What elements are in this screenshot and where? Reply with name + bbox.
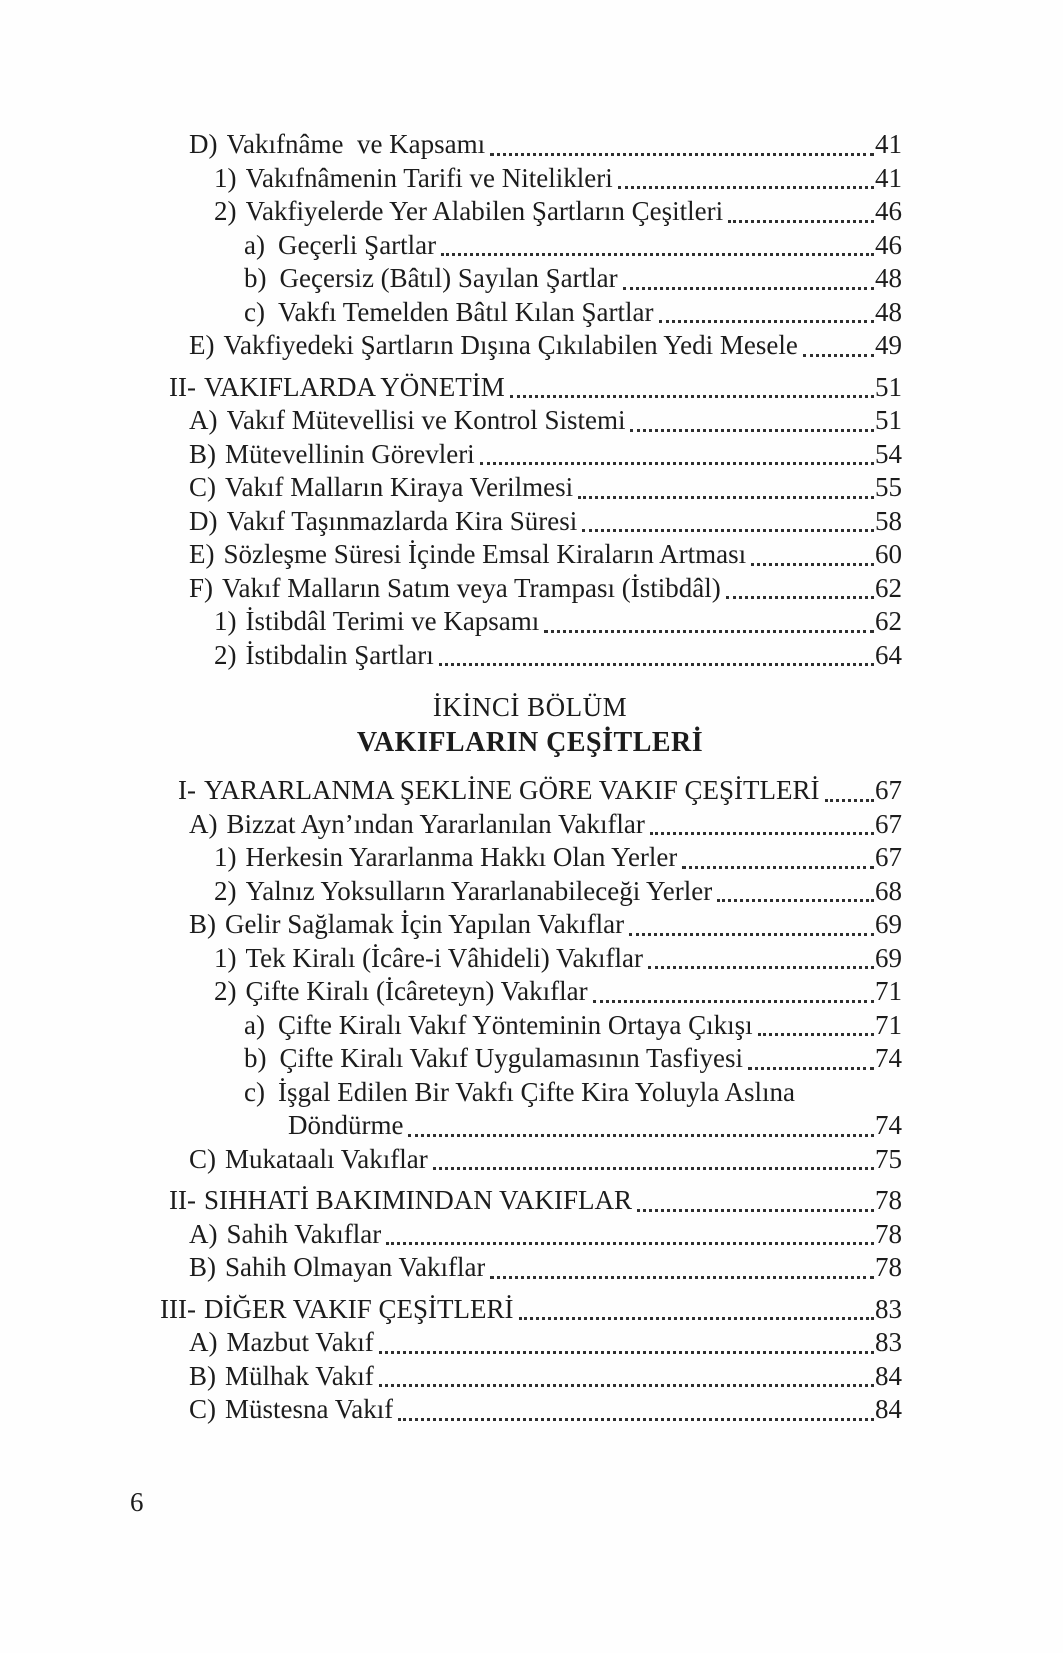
toc-entry-marker: A) xyxy=(189,1327,218,1357)
dot-leader xyxy=(490,1276,874,1279)
toc-entry-marker: A) xyxy=(189,808,218,839)
toc-entry-label: Vakıf Malların Satım veya Trampası (İstibdâl) xyxy=(222,572,721,603)
toc-entry-marker: D) xyxy=(189,505,218,536)
toc-entry-page: 67 xyxy=(875,775,902,805)
toc-entry-page: 69 xyxy=(875,942,902,973)
toc-entry-marker: c) xyxy=(244,296,265,327)
toc-entry-page: 60 xyxy=(875,539,902,569)
toc-entry-label: Sahih Vakıflar xyxy=(226,1218,382,1249)
toc-entry-label: Mukataalı Vakıflar xyxy=(225,1143,428,1174)
toc-entry xyxy=(158,329,902,363)
dot-leader xyxy=(803,354,874,357)
dot-leader xyxy=(379,1351,874,1354)
toc-entry-marker: 1) xyxy=(214,942,237,973)
dot-leader xyxy=(648,966,874,969)
toc-entry-page: 67 xyxy=(875,808,902,839)
dot-leader xyxy=(728,220,874,223)
toc-entry xyxy=(158,875,902,909)
dot-leader xyxy=(544,630,874,633)
toc-entry-page: 51 xyxy=(875,371,902,402)
toc-entry-marker: 2) xyxy=(214,196,237,226)
toc-entry-marker: c) xyxy=(244,1076,265,1107)
toc-entry-marker: b) xyxy=(244,1043,267,1073)
dot-leader xyxy=(480,462,874,465)
toc-entry-marker: 1) xyxy=(214,606,237,636)
toc-entry xyxy=(158,774,902,808)
toc-entry xyxy=(158,1293,902,1327)
dot-leader xyxy=(408,1134,874,1137)
toc-entry xyxy=(158,572,902,606)
toc-entry-page: 78 xyxy=(875,1252,902,1282)
dot-leader xyxy=(748,1067,874,1070)
toc-entry xyxy=(158,404,902,438)
toc-entry-label: Sözleşme Süresi İçinde Emsal Kiraların Artması xyxy=(223,539,747,569)
toc-entry xyxy=(158,841,902,875)
toc-entry-marker: 1) xyxy=(214,162,237,193)
toc-entry-label: Mülhak Vakıf xyxy=(225,1360,374,1391)
toc-entry-page: 46 xyxy=(875,196,902,226)
toc-entry xyxy=(158,1326,902,1360)
toc-entry-page: 83 xyxy=(875,1293,902,1324)
dot-leader xyxy=(386,1242,874,1245)
toc-entry xyxy=(158,1218,902,1252)
toc-entry-marker: b) xyxy=(244,263,267,293)
toc-entry-marker: II- xyxy=(169,1185,196,1215)
toc-entry xyxy=(158,505,902,539)
toc-entry xyxy=(158,1009,902,1043)
toc-entry-label: Gelir Sağlamak İçin Yapılan Vakıflar xyxy=(225,909,625,939)
toc-entry xyxy=(158,371,902,405)
page-number: 6 xyxy=(130,1487,144,1517)
toc-entry-label: Döndürme xyxy=(288,1110,404,1140)
toc-entry-label: Vakıf Mütevellisi ve Kontrol Sistemi xyxy=(226,405,626,435)
toc-entry-marker: I- xyxy=(178,775,196,805)
toc-entry-page: 62 xyxy=(875,572,902,603)
toc-entry-page: 69 xyxy=(875,909,902,939)
toc-entry-marker: C) xyxy=(189,472,216,502)
toc-entry-label: Çifte Kiralı Vakıf Yönteminin Ortaya Çıkışı xyxy=(277,1009,753,1040)
toc-entry-label: Mazbut Vakıf xyxy=(226,1327,374,1357)
toc-entry-page: 78 xyxy=(875,1218,902,1249)
toc-entry-marker: A) xyxy=(189,405,218,435)
toc-entry xyxy=(158,1360,902,1394)
dot-leader xyxy=(629,933,874,936)
toc-entry-page: 48 xyxy=(875,263,902,293)
toc-entry xyxy=(158,128,902,162)
toc-entry-page: 54 xyxy=(875,438,902,469)
toc-entry xyxy=(158,438,902,472)
toc-entry-page: 62 xyxy=(875,606,902,636)
dot-leader xyxy=(439,663,874,666)
toc-entry xyxy=(158,605,902,639)
toc-entry-page: 41 xyxy=(875,162,902,193)
toc-entry xyxy=(158,975,902,1009)
toc-entry-page: 67 xyxy=(875,842,902,872)
toc-entry-label: Çifte Kiralı Vakıf Uygulamasının Tasfiyesi xyxy=(279,1043,744,1073)
toc-entry-page: 49 xyxy=(875,330,902,360)
toc-entry xyxy=(158,639,902,673)
toc-entry-label: Herkesin Yararlanma Hakkı Olan Yerler xyxy=(245,842,678,872)
toc-entry-page: 84 xyxy=(875,1394,902,1424)
toc-entry xyxy=(158,195,902,229)
toc-entry-label: Çifte Kiralı (İcâreteyn) Vakıflar xyxy=(245,976,588,1006)
dot-leader xyxy=(510,395,874,398)
toc-entry-label: İstibdalin Şartları xyxy=(245,639,434,670)
toc-entry-page: 46 xyxy=(875,229,902,260)
toc-entry-page: 71 xyxy=(875,1009,902,1040)
toc-entry-label: İşgal Edilen Bir Vakfı Çifte Kira Yoluyla Aslına xyxy=(277,1076,795,1107)
chapter-title: VAKIFLARIN ÇEŞİTLERİ xyxy=(356,727,704,758)
dot-leader xyxy=(433,1167,874,1170)
dot-leader xyxy=(519,1317,874,1320)
toc-entry-label: Sahih Olmayan Vakıflar xyxy=(225,1252,486,1282)
toc-entry-page: 74 xyxy=(875,1043,902,1073)
toc-entry-label: Vakıf Taşınmazlarda Kira Süresi xyxy=(226,505,578,536)
toc-entry-label: VAKIFLARDA YÖNETİM xyxy=(204,371,505,402)
dot-leader xyxy=(726,596,874,599)
dot-leader xyxy=(623,287,874,290)
dot-leader xyxy=(717,899,874,902)
toc-entry-marker: B) xyxy=(189,438,216,469)
toc-entry-marker: C) xyxy=(189,1394,216,1424)
toc-entry-marker: B) xyxy=(189,1360,216,1391)
toc-entry-page: 58 xyxy=(875,505,902,536)
toc-entry-page: 74 xyxy=(875,1110,902,1140)
toc-entry-page: 41 xyxy=(875,129,902,159)
toc-entry-label: Vakıfnâmenin Tarifi ve Nitelikleri xyxy=(245,162,613,193)
dot-leader xyxy=(593,1000,874,1003)
dot-leader xyxy=(441,253,874,256)
dot-leader xyxy=(630,429,874,432)
toc-entry-marker: 1) xyxy=(214,842,237,872)
toc-entry xyxy=(158,1393,902,1427)
dot-leader xyxy=(682,866,874,869)
toc-entry-marker: a) xyxy=(244,229,265,260)
toc-list xyxy=(158,128,902,1427)
dot-leader xyxy=(659,320,875,323)
toc-entry-marker: E) xyxy=(189,539,215,569)
toc-entry-label: Tek Kiralı (İcâre-i Vâhideli) Vakıflar xyxy=(245,942,643,973)
toc-entry xyxy=(158,229,902,263)
toc-entry-page: 68 xyxy=(875,875,902,906)
toc-entry xyxy=(158,1251,902,1285)
toc-entry-page: 84 xyxy=(875,1360,902,1391)
chapter-kicker: İKİNCİ BÖLÜM xyxy=(432,692,628,722)
toc-entry-marker: B) xyxy=(189,1252,216,1282)
toc-entry xyxy=(158,262,902,296)
dot-leader xyxy=(618,186,874,189)
toc-entry xyxy=(158,1109,902,1143)
toc-entry xyxy=(158,162,902,196)
toc-entry-marker: III- xyxy=(160,1293,196,1324)
table-of-contents xyxy=(158,128,902,1427)
toc-entry xyxy=(158,296,902,330)
dot-leader xyxy=(637,1209,874,1212)
toc-entry-label: İstibdâl Terimi ve Kapsamı xyxy=(245,606,540,636)
toc-entry-marker: II- xyxy=(169,371,196,402)
toc-entry-label: Mütevellinin Görevleri xyxy=(225,438,475,469)
toc-entry-marker: 2) xyxy=(214,976,237,1006)
toc-entry-label: Geçersiz (Bâtıl) Sayılan Şartlar xyxy=(279,263,618,293)
toc-entry-page: 51 xyxy=(875,405,902,435)
dot-leader xyxy=(751,563,874,566)
dot-leader xyxy=(650,832,874,835)
toc-entry-marker: A) xyxy=(189,1218,218,1249)
toc-entry-marker: B) xyxy=(189,909,216,939)
toc-entry-page: 75 xyxy=(875,1143,902,1174)
toc-entry-page: 64 xyxy=(875,639,902,670)
toc-entry-marker: E) xyxy=(189,330,215,360)
toc-entry-marker: 2) xyxy=(214,639,237,670)
toc-entry-marker: a) xyxy=(244,1009,265,1040)
toc-entry-marker: C) xyxy=(189,1143,216,1174)
toc-entry-page: 83 xyxy=(875,1327,902,1357)
toc-entry-label: Yalnız Yoksulların Yararlanabileceği Yerler xyxy=(245,875,713,906)
toc-entry xyxy=(158,1042,902,1076)
toc-entry-label: Müstesna Vakıf xyxy=(225,1394,394,1424)
toc-entry-page: 55 xyxy=(875,472,902,502)
dot-leader xyxy=(825,799,874,802)
toc-entry-label: YARARLANMA ŞEKLİNE GÖRE VAKIF ÇEŞİTLERİ xyxy=(204,775,820,805)
dot-leader xyxy=(379,1384,874,1387)
toc-entry xyxy=(158,808,902,842)
dot-leader xyxy=(578,496,874,499)
toc-entry xyxy=(158,1143,902,1177)
toc-entry xyxy=(158,1076,902,1110)
toc-entry-label: Vakıfnâme ve Kapsamı xyxy=(226,129,486,159)
toc-entry-label: DİĞER VAKIF ÇEŞİTLERİ xyxy=(204,1293,514,1324)
toc-entry xyxy=(158,942,902,976)
dot-leader xyxy=(582,529,874,532)
toc-entry-label: SIHHATİ BAKIMINDAN VAKIFLAR xyxy=(204,1185,633,1215)
toc-entry xyxy=(158,471,902,505)
toc-entry-label: Vakfiyedeki Şartların Dışına Çıkılabilen Yedi Mesele xyxy=(223,330,798,360)
dot-leader xyxy=(490,153,874,156)
dot-leader xyxy=(398,1418,874,1421)
toc-entry-label: Vakıf Malların Kiraya Verilmesi xyxy=(225,472,574,502)
toc-entry xyxy=(158,1184,902,1218)
toc-entry-label: Vakfı Temelden Bâtıl Kılan Şartlar xyxy=(277,296,654,327)
dot-leader xyxy=(758,1033,874,1036)
toc-entry-marker: D) xyxy=(189,129,218,159)
toc-entry-page: 71 xyxy=(875,976,902,1006)
toc-entry-label: Geçerli Şartlar xyxy=(277,229,437,260)
toc-entry xyxy=(158,538,902,572)
toc-entry-marker: 2) xyxy=(214,875,237,906)
toc-entry-label: Bizzat Ayn’ından Yararlanılan Vakıflar xyxy=(226,808,645,839)
toc-entry-marker: F) xyxy=(189,572,214,603)
toc-entry-page: 48 xyxy=(875,296,902,327)
toc-entry-label: Vakfiyelerde Yer Alabilen Şartların Çeşitleri xyxy=(245,196,724,226)
toc-entry-page: 78 xyxy=(875,1185,902,1215)
toc-entry xyxy=(158,908,902,942)
